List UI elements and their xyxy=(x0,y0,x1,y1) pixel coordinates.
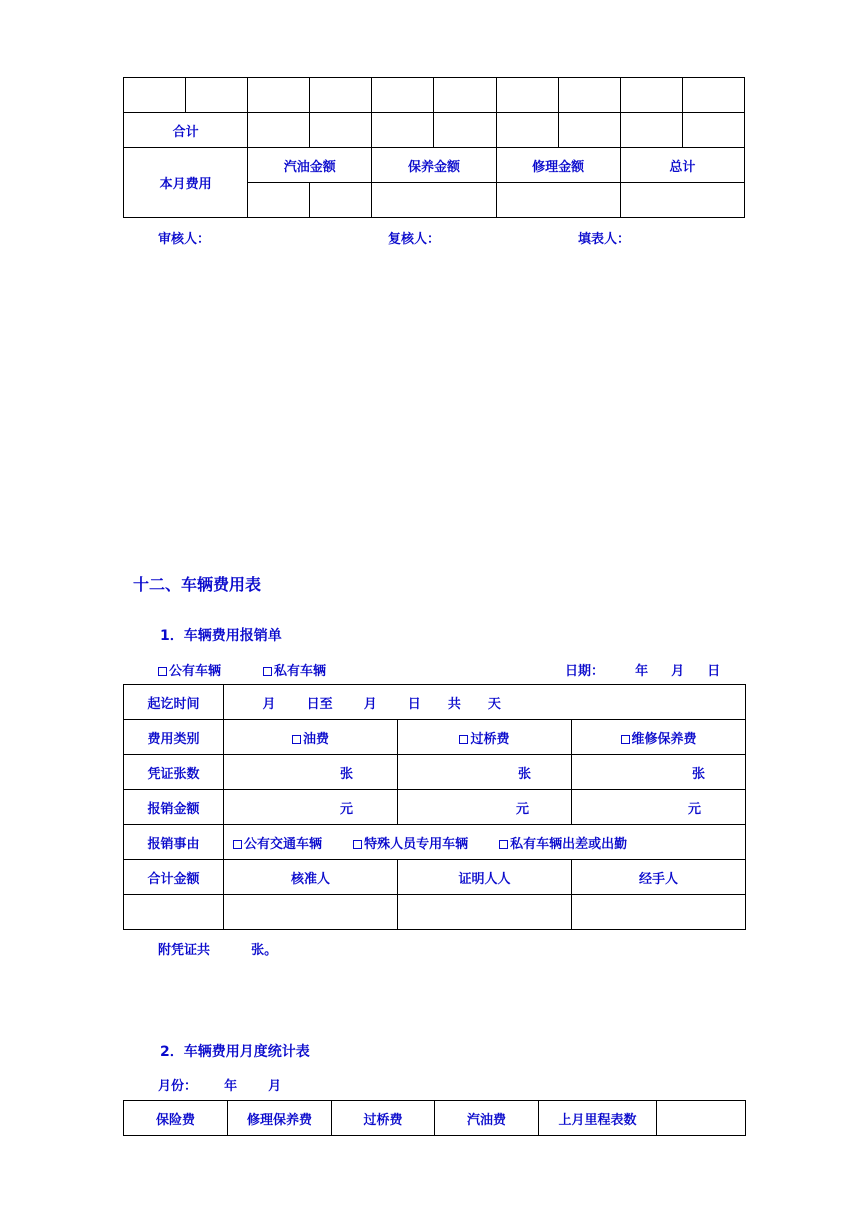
table-row xyxy=(124,685,746,720)
checkbox-icon xyxy=(263,667,272,676)
table-cell[interactable] xyxy=(248,113,310,148)
voucher-count-toll[interactable]: 张 xyxy=(398,755,572,790)
total-amount-label: 合计金额 xyxy=(124,860,224,895)
witness-label: 证明人人 xyxy=(398,860,572,895)
period-label: 起讫时间 xyxy=(124,685,224,720)
voucher-count-fuel[interactable]: 张 xyxy=(224,755,398,790)
category-maintenance[interactable]: 维修保养费 xyxy=(572,720,746,755)
period-value[interactable]: 月 日至 月 日 共 天 xyxy=(224,685,746,720)
date-label: 日期： xyxy=(565,664,605,679)
table-cell[interactable] xyxy=(496,78,558,113)
table-cell[interactable] xyxy=(372,78,434,113)
table-cell[interactable] xyxy=(310,113,372,148)
amount-fuel[interactable]: 元 xyxy=(224,790,398,825)
category-label: 费用类别 xyxy=(124,720,224,755)
table-cell[interactable] xyxy=(496,113,558,148)
table-row xyxy=(124,1101,746,1136)
header-last-odometer: 上月里程表数 xyxy=(539,1101,657,1136)
table-cell[interactable] xyxy=(310,78,372,113)
monthly-expense-table xyxy=(123,77,745,218)
header-repair-maintenance: 修理保养费 xyxy=(228,1101,332,1136)
table-row xyxy=(124,825,746,860)
table-cell[interactable] xyxy=(558,78,620,113)
amount-label: 报销金额 xyxy=(124,790,224,825)
header-gas: 汽油费 xyxy=(435,1101,539,1136)
total-amount-value[interactable] xyxy=(124,895,224,930)
checker-label: 复核人： xyxy=(388,232,441,247)
handler-label: 经手人 xyxy=(572,860,746,895)
attachment-line: 附凭证共 张。 xyxy=(158,943,278,958)
date-day: 日 xyxy=(707,664,721,679)
table-cell[interactable] xyxy=(620,78,682,113)
reason-label: 报销事由 xyxy=(124,825,224,860)
table-cell[interactable] xyxy=(682,113,744,148)
reason-private[interactable]: 私有车辆出差或出勤 xyxy=(499,837,627,852)
table-cell[interactable] xyxy=(372,113,434,148)
vehicle-option-private[interactable]: 私有车辆 xyxy=(263,660,326,679)
reason-special[interactable]: 特殊人员专用车辆 xyxy=(353,837,468,852)
table-row xyxy=(124,148,745,183)
amount-maintenance[interactable]: 元 xyxy=(572,790,746,825)
table-row xyxy=(124,860,746,895)
checkbox-icon xyxy=(459,735,468,744)
checkbox-icon xyxy=(621,735,630,744)
header-maintenance-amount: 保养金额 xyxy=(372,148,496,183)
form1-title: 1．车辆费用报销单 xyxy=(160,628,282,644)
table-cell[interactable] xyxy=(682,78,744,113)
approver-label: 核准人 xyxy=(224,860,398,895)
filler-label: 填表人： xyxy=(578,232,631,247)
table-cell[interactable] xyxy=(434,113,496,148)
table-row xyxy=(124,790,746,825)
month-line: 月份： 年 月 xyxy=(158,1079,282,1094)
table-cell[interactable] xyxy=(558,113,620,148)
month-fee-label: 本月费用 xyxy=(124,148,248,218)
table-cell[interactable] xyxy=(496,183,620,218)
handler-value[interactable] xyxy=(572,895,746,930)
reason-public[interactable]: 公有交通车辆 xyxy=(233,837,322,852)
voucher-count-maintenance[interactable]: 张 xyxy=(572,755,746,790)
date-month: 月 xyxy=(671,664,685,679)
reason-options xyxy=(224,825,746,860)
approver-value[interactable] xyxy=(224,895,398,930)
checkbox-icon xyxy=(233,840,242,849)
table-row xyxy=(124,78,745,113)
table-cell[interactable] xyxy=(186,78,248,113)
table-cell[interactable] xyxy=(620,183,744,218)
table-row xyxy=(124,113,745,148)
header-repair-amount: 修理金额 xyxy=(496,148,620,183)
table-cell[interactable] xyxy=(248,78,310,113)
checkbox-icon xyxy=(158,667,167,676)
table-cell[interactable] xyxy=(434,78,496,113)
table-row xyxy=(124,755,746,790)
witness-value[interactable] xyxy=(398,895,572,930)
monthly-stats-table xyxy=(123,1100,746,1136)
date-year: 年 xyxy=(635,664,649,679)
category-fuel[interactable]: 油费 xyxy=(224,720,398,755)
header-toll: 过桥费 xyxy=(332,1101,435,1136)
header-blank xyxy=(657,1101,746,1136)
table-cell[interactable] xyxy=(248,183,310,218)
checkbox-icon xyxy=(292,735,301,744)
reimbursement-table xyxy=(123,684,746,930)
header-total: 总计 xyxy=(620,148,744,183)
form2-title: 2．车辆费用月度统计表 xyxy=(160,1044,310,1060)
amount-toll[interactable]: 元 xyxy=(398,790,572,825)
voucher-label: 凭证张数 xyxy=(124,755,224,790)
table-row xyxy=(124,895,746,930)
vehicle-option-public[interactable]: 公有车辆 xyxy=(158,660,221,679)
checkbox-icon xyxy=(353,840,362,849)
category-toll[interactable]: 过桥费 xyxy=(398,720,572,755)
header-insurance: 保险费 xyxy=(124,1101,228,1136)
table-cell[interactable] xyxy=(372,183,496,218)
table-cell[interactable] xyxy=(310,183,372,218)
table-cell[interactable] xyxy=(620,113,682,148)
header-gas-amount: 汽油金额 xyxy=(248,148,372,183)
total-label: 合计 xyxy=(124,113,248,148)
section-title: 十二、车辆费用表 xyxy=(133,575,262,594)
date-line xyxy=(565,660,720,679)
checkbox-icon xyxy=(499,840,508,849)
table-row xyxy=(124,720,746,755)
table-cell[interactable] xyxy=(124,78,186,113)
reviewer-label: 审核人： xyxy=(158,232,211,247)
